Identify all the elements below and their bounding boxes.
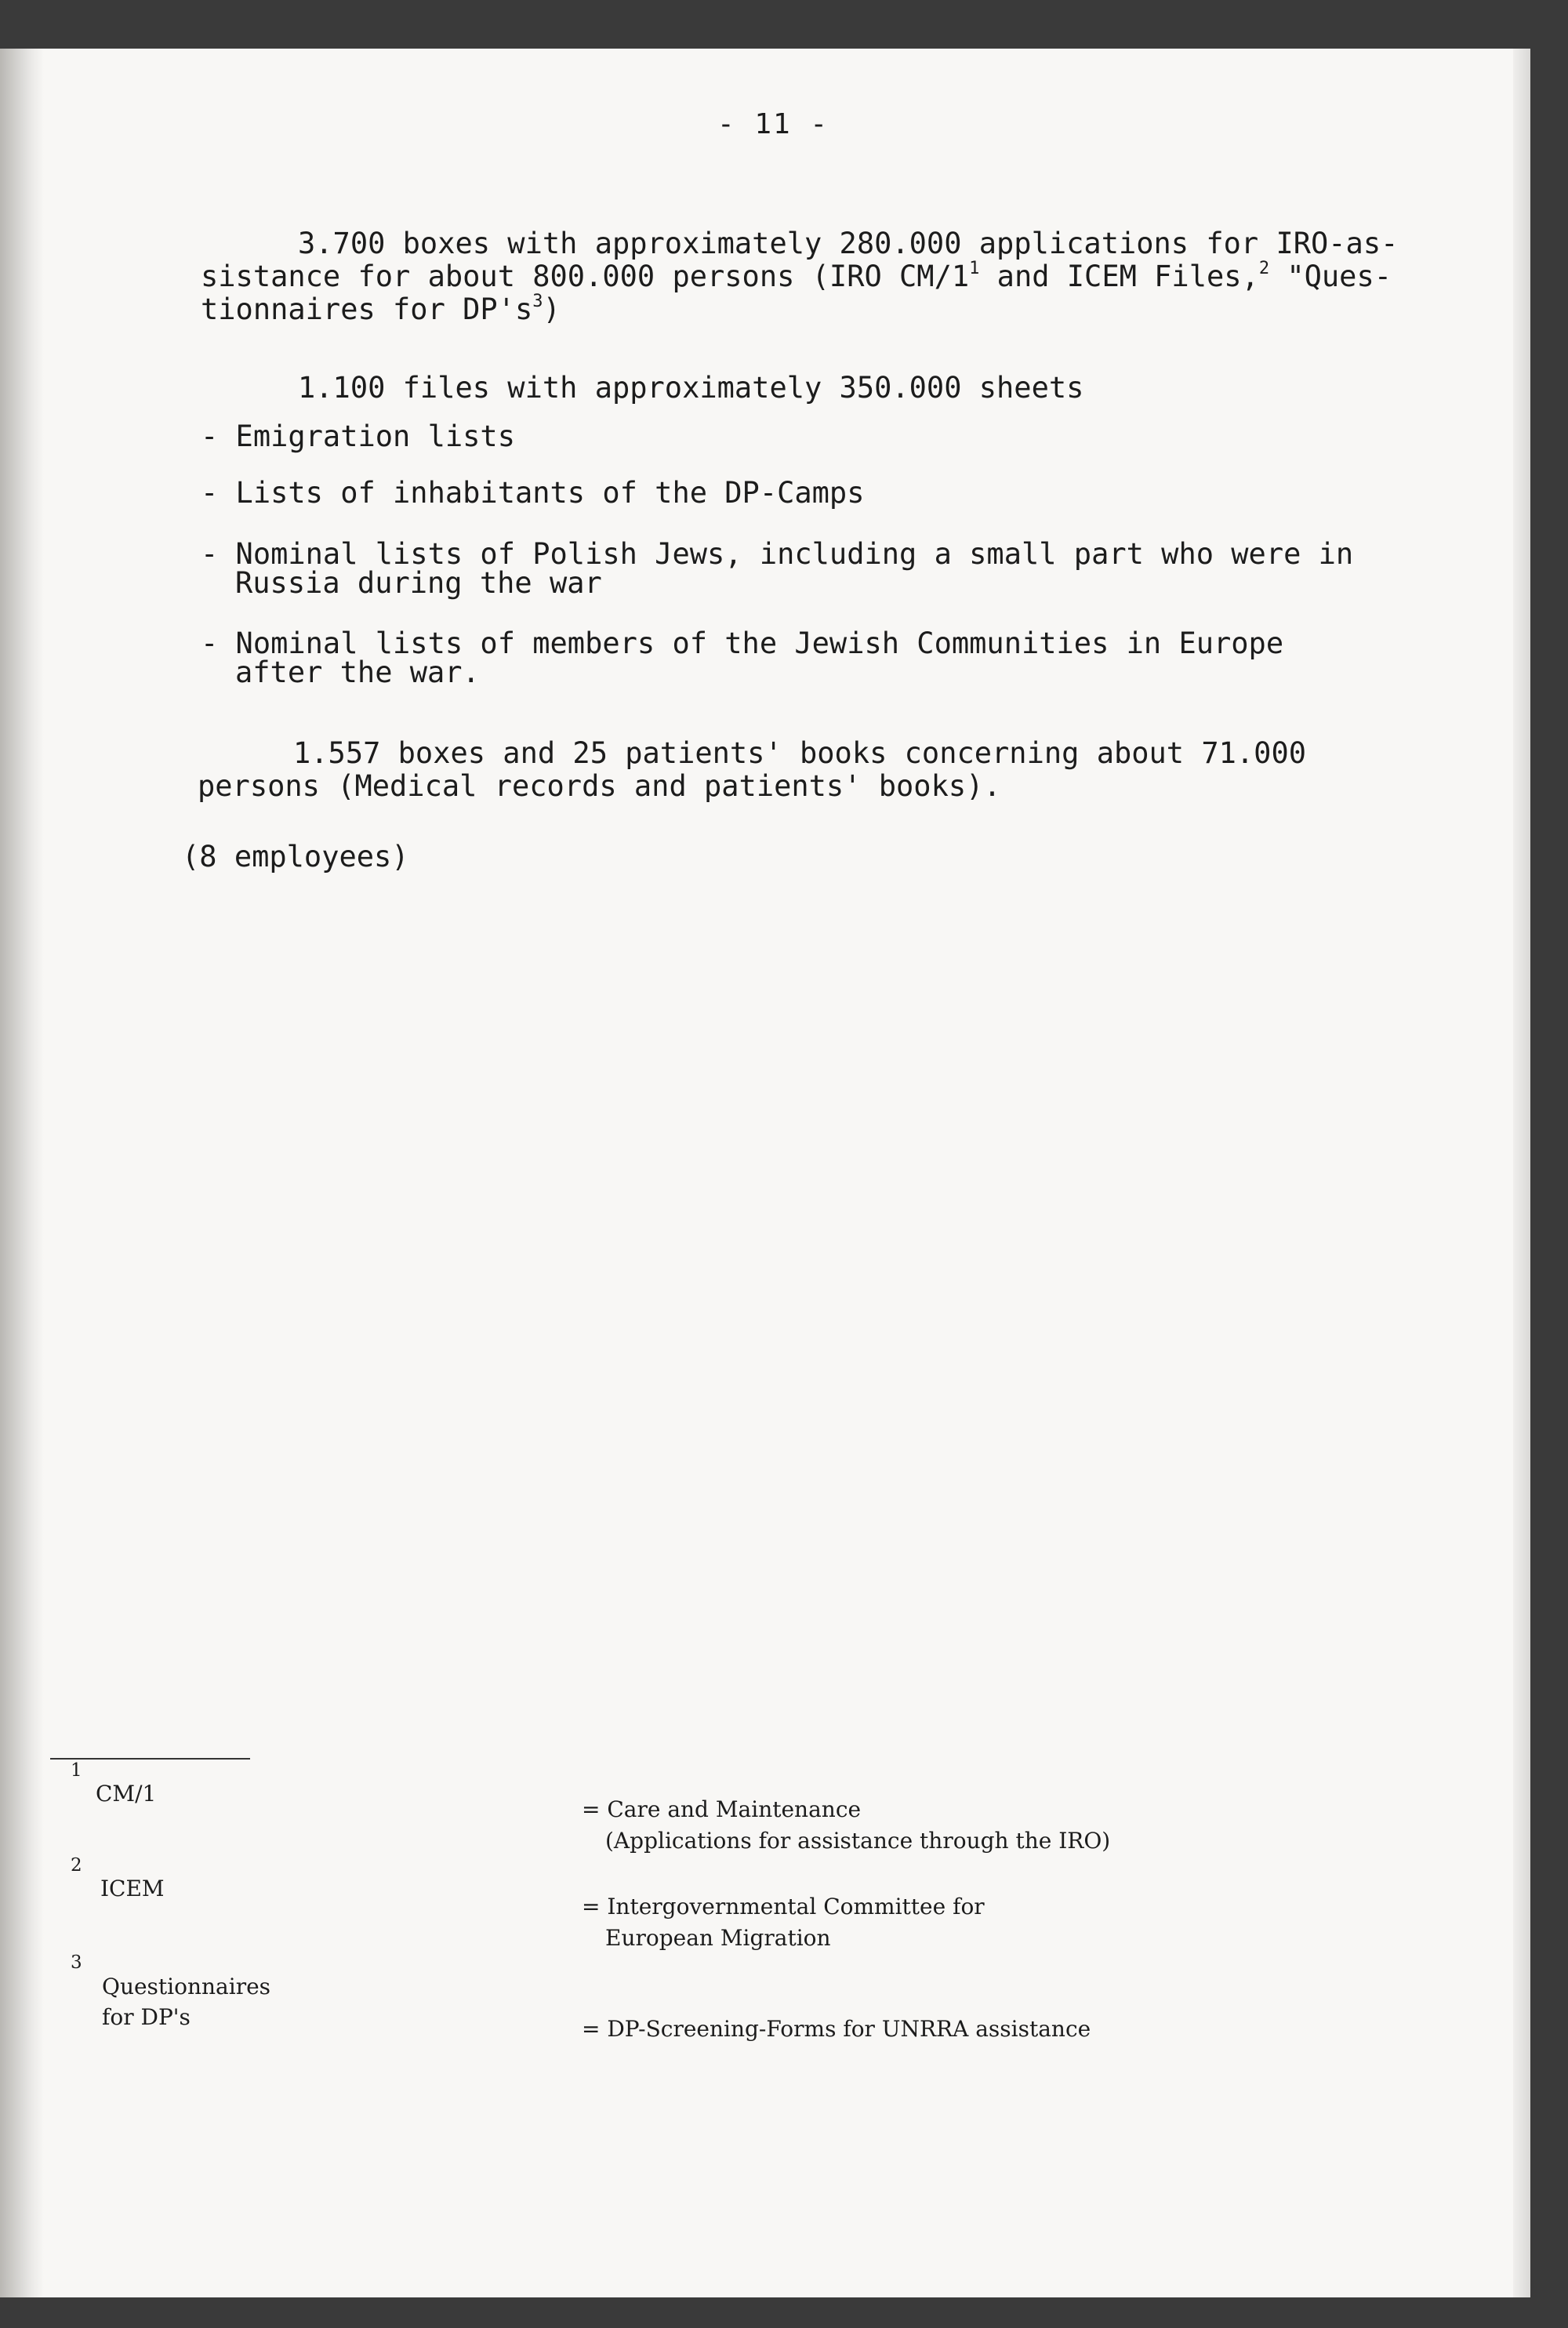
list-item-jewish-communities-line2: after the war. xyxy=(235,656,480,689)
footnote-def-questionnaires: = DP-Screening-Forms for UNRRA assistance xyxy=(582,2016,1091,2042)
footnote-ref-1: 1 xyxy=(969,259,980,278)
footnote-term-for-dps: for DP's xyxy=(102,2004,191,2030)
footnote-separator xyxy=(50,1758,250,1760)
paragraph-medical-line1: 1.557 boxes and 25 patients' books concerning about 71.000 xyxy=(293,736,1307,770)
text-span: tionnaires for DP's xyxy=(201,292,533,326)
text-span: sistance for about 800.000 persons (IRO CM/1 xyxy=(201,260,970,293)
binding-shadow xyxy=(0,49,44,2297)
paragraph-medical-line2: persons (Medical records and patients' books). xyxy=(198,769,1001,803)
paragraph-boxes-line2 xyxy=(201,259,1392,293)
footnote-ref-3: 3 xyxy=(532,292,543,311)
footnote-term-cm1: CM/1 xyxy=(96,1781,157,1807)
footnote-number-3: 3 xyxy=(71,1952,82,1973)
text-span: and ICEM Files, xyxy=(979,260,1259,293)
paragraph-files: 1.100 files with approximately 350.000 sheets xyxy=(298,371,1084,405)
paragraph-boxes-line1: 3.700 boxes with approximately 280.000 applications for IRO-as- xyxy=(298,227,1399,260)
employees-note: (8 employees) xyxy=(182,840,409,873)
footnote-def-icem-line2: European Migration xyxy=(605,1925,831,1951)
footnote-ref-2: 2 xyxy=(1258,259,1270,278)
footnote-def-cm1-line1: = Care and Maintenance xyxy=(582,1796,862,1822)
list-item-inhabitants: - Lists of inhabitants of the DP-Camps xyxy=(201,476,865,510)
list-item-emigration: - Emigration lists xyxy=(201,419,515,453)
list-item-jewish-communities-line1: - Nominal lists of members of the Jewish Communities in Europe xyxy=(201,626,1284,660)
paragraph-boxes-line3 xyxy=(201,292,561,326)
footnote-term-questionnaires: Questionnaires xyxy=(102,1974,271,1999)
list-item-polish-jews-line1: - Nominal lists of Polish Jews, including a small part who were in xyxy=(201,537,1354,571)
text-span: "Ques- xyxy=(1269,260,1392,293)
page-number: - 11 - xyxy=(717,108,829,140)
footnote-def-cm1-line2: (Applications for assistance through the IRO) xyxy=(605,1828,1111,1854)
footnote-term-icem: ICEM xyxy=(100,1876,165,1901)
text-span: ) xyxy=(543,292,561,326)
footnote-number-2: 2 xyxy=(71,1855,82,1876)
footnote-number-1: 1 xyxy=(71,1760,82,1781)
footnote-def-icem-line1: = Intergovernmental Committee for xyxy=(582,1894,985,1919)
list-item-polish-jews-line2: Russia during the war xyxy=(235,566,602,600)
document-page xyxy=(0,49,1530,2297)
